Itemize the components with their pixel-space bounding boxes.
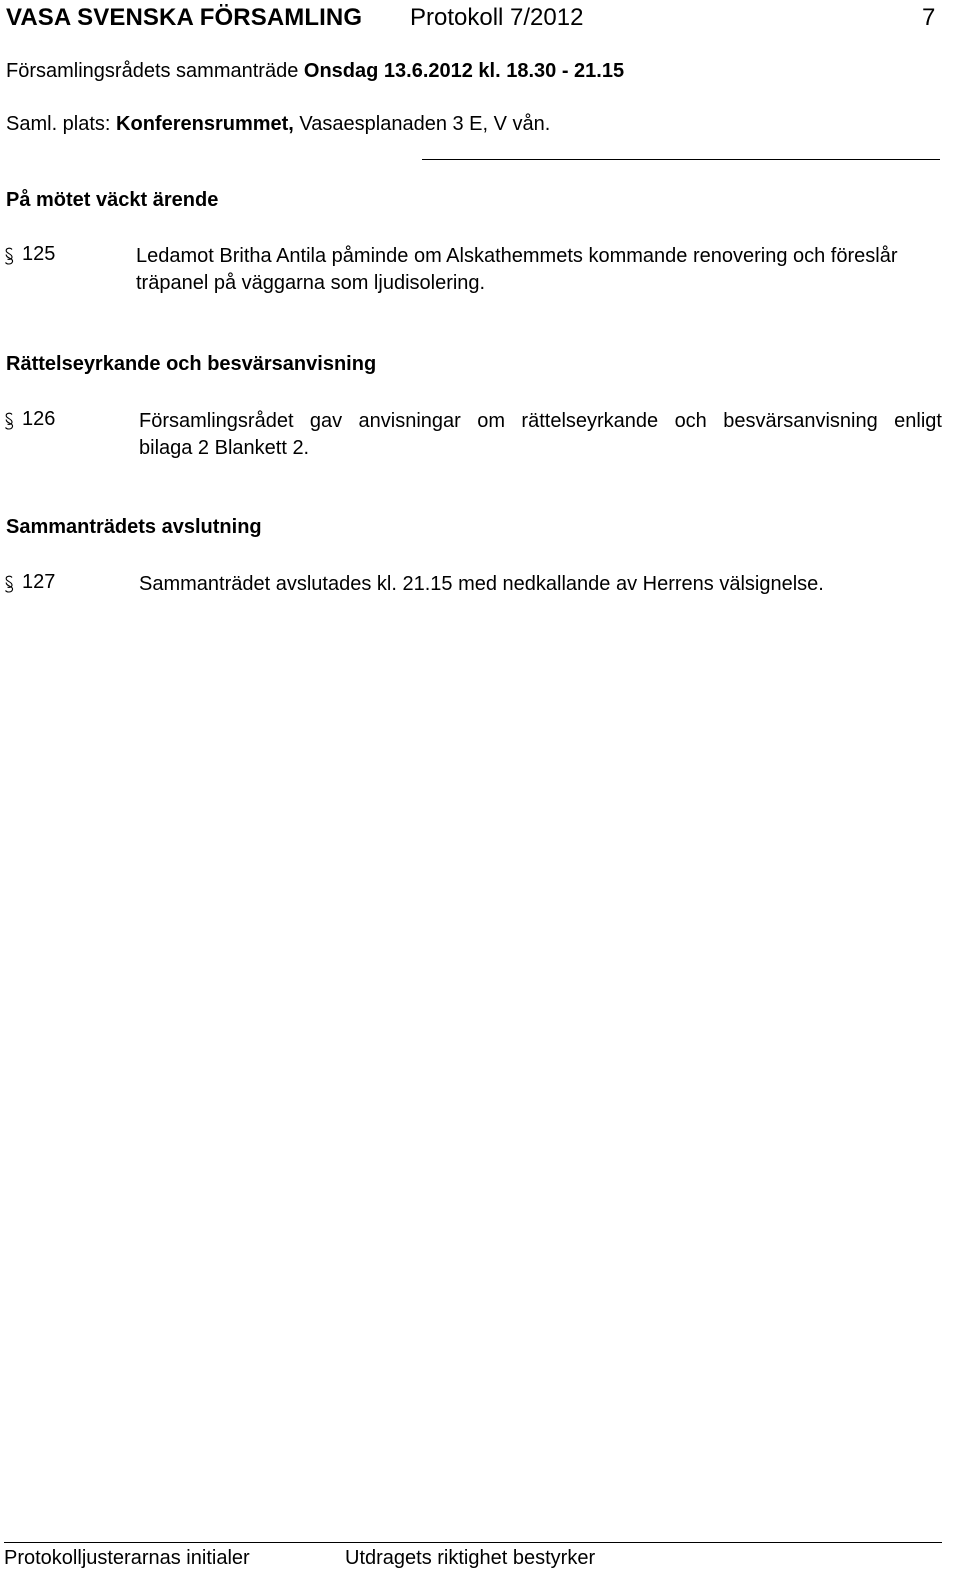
paragraph-text-line bbox=[139, 408, 942, 435]
paragraph-sign-icon bbox=[4, 412, 14, 430]
place-room: Konferensrummet, bbox=[116, 113, 294, 135]
organization-name: VASA SVENSKA FÖRSAMLING bbox=[6, 4, 363, 31]
paragraph-sign-icon bbox=[4, 247, 14, 265]
paragraph-word: rättelseyrkande bbox=[521, 410, 659, 432]
paragraph-word: besvärsanvisning bbox=[723, 410, 878, 432]
section-heading-127: Sammanträdets avslutning bbox=[6, 516, 262, 538]
paragraph-number: 127 bbox=[22, 571, 56, 593]
paragraph-number: 126 bbox=[22, 408, 56, 430]
header-divider bbox=[422, 159, 940, 160]
footer-initials-label: Protokolljusterarnas initialer bbox=[4, 1547, 250, 1569]
page-number: 7 bbox=[922, 4, 936, 31]
meeting-prefix: Församlingsrådets sammanträde bbox=[6, 60, 304, 82]
place-prefix: Saml. plats: bbox=[6, 113, 117, 135]
meeting-datetime: Onsdag 13.6.2012 kl. 18.30 - 21.15 bbox=[303, 60, 625, 82]
paragraph-word: om bbox=[477, 410, 506, 432]
paragraph-word: enligt bbox=[894, 410, 942, 432]
paragraph-number: 125 bbox=[22, 243, 56, 265]
place-line bbox=[6, 113, 550, 136]
paragraph-sign-icon bbox=[4, 575, 14, 593]
place-address: Vasaesplanaden 3 E, V vån. bbox=[293, 113, 551, 135]
paragraph-text-line: träpanel på väggarna som ljudisolering. bbox=[136, 272, 486, 294]
section-heading-125: På mötet väckt ärende bbox=[6, 189, 219, 211]
section-heading-126: Rättelseyrkande och besvärsanvisning bbox=[6, 353, 377, 375]
footer-divider bbox=[4, 1542, 942, 1543]
paragraph-text-line: bilaga 2 Blankett 2. bbox=[139, 437, 310, 459]
meeting-line bbox=[6, 60, 624, 83]
protocol-number: Protokoll 7/2012 bbox=[410, 4, 584, 31]
footer-certification-label: Utdragets riktighet bestyrker bbox=[345, 1547, 596, 1569]
paragraph-word: och bbox=[674, 410, 707, 432]
paragraph-word: anvisningar bbox=[358, 410, 461, 432]
paragraph-text-line: Sammanträdet avslutades kl. 21.15 med nedkallande av Herrens välsignelse. bbox=[139, 573, 824, 595]
paragraph-word: gav bbox=[309, 410, 343, 432]
paragraph-text-line: Ledamot Britha Antila påminde om Alskathemmets kommande renovering och föreslår bbox=[136, 245, 898, 267]
paragraph-word: Församlingsrådet bbox=[139, 410, 294, 432]
